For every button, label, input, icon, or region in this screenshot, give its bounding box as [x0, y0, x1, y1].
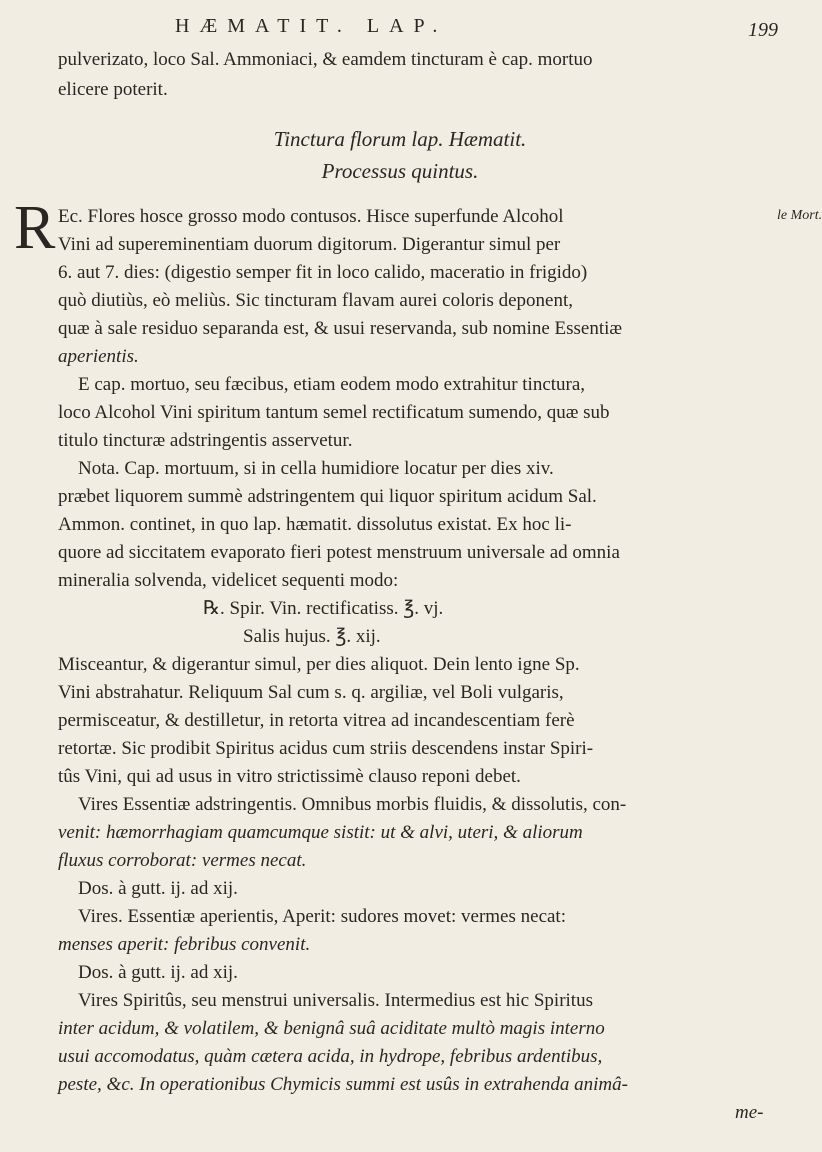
text-line: peste, &c. In operationibus Chymicis summi est usûs in extrahenda animâ-: [58, 1074, 628, 1095]
text-line: usui accomodatus, quàm cætera acida, in hydrope, febribus ardentibus,: [58, 1046, 603, 1067]
drop-cap: R: [14, 194, 56, 262]
text-line: elicere poterit.: [58, 79, 168, 100]
text-line: præbet liquorem summè adstringentem qui liquor spiritum acidum Sal.: [58, 486, 597, 507]
text-line: loco Alcohol Vini spiritum tantum semel rectificatum sumendo, quæ sub: [58, 402, 610, 423]
text-line: Vini ad supereminentiam duorum digitorum. Digerantur simul per: [58, 234, 561, 255]
catchword: me-: [735, 1102, 764, 1123]
text-line: quore ad siccitatem evaporato fieri potest menstruum universale ad omnia: [58, 542, 620, 563]
text-line: Vires Spiritûs, seu menstrui universalis. Intermedius est hic Spiritus: [78, 990, 593, 1011]
text-line: quæ à sale residuo separanda est, & usui reservanda, sub nomine Essentiæ: [58, 318, 623, 339]
text-line: fluxus corroborat: vermes necat.: [58, 850, 307, 871]
margin-note: le Mort.: [777, 208, 822, 223]
text-line: Vires. Essentiæ aperientis, Aperit: sudores movet: vermes necat:: [78, 906, 566, 927]
text-line: inter acidum, & volatilem, & benignâ suâ aciditate multò magis interno: [58, 1018, 605, 1039]
text-line: Ec. Flores hosce grosso modo contusos. Hisce superfunde Alcohol: [58, 206, 564, 227]
text-line: Misceantur, & digerantur simul, per dies aliquot. Dein lento igne Sp.: [58, 654, 580, 675]
text-line: E cap. mortuo, seu fæcibus, etiam eodem modo extrahitur tinctura,: [78, 374, 586, 395]
text-line: tûs Vini, qui ad usus in vitro strictissimè clauso reponi debet.: [58, 766, 521, 787]
text-line: Vini abstrahatur. Reliquum Sal cum s. q. argiliæ, vel Boli vulgaris,: [58, 682, 564, 703]
text-line: aperientis.: [58, 346, 139, 367]
section-title: Tinctura florum lap. Hæmatit.: [273, 127, 527, 151]
text-line: quò diutiùs, eò meliùs. Sic tincturam flavam aurei coloris deponent,: [58, 290, 573, 311]
text-line: titulo tincturæ adstringentis asservetur.: [58, 430, 353, 451]
text-line: Vires Essentiæ adstringentis. Omnibus morbis fluidis, & dissolutis, con-: [78, 794, 627, 815]
text-line: menses aperit: febribus convenit.: [58, 934, 311, 955]
text-line: mineralia solvenda, videlicet sequenti modo:: [58, 570, 399, 591]
text-line: retortæ. Sic prodibit Spiritus acidus cum striis descendens instar Spiri-: [58, 738, 594, 759]
text-line: Ammon. continet, in quo lap. hæmatit. dissolutus existat. Ex hoc li-: [58, 514, 572, 535]
text-line: permisceatur, & destilletur, in retorta vitrea ad incandescentiam ferè: [58, 710, 575, 731]
dose-line: Dos. à gutt. ij. ad xij.: [78, 878, 238, 899]
text-line: Nota. Cap. mortuum, si in cella humidiore locatur per dies xiv.: [78, 458, 554, 479]
recipe-line: ℞. Spir. Vin. rectificatiss. ℥. vj.: [203, 598, 444, 619]
page-number: 199: [748, 19, 778, 41]
text-line: pulverizato, loco Sal. Ammoniaci, & eamdem tincturam è cap. mortuo: [58, 49, 593, 70]
running-head: HÆMATIT. LAP.: [175, 15, 448, 37]
text-line: venit: hæmorrhagiam quamcumque sistit: ut & alvi, uteri, & aliorum: [58, 822, 583, 843]
text-line: 6. aut 7. dies: (digestio semper fit in loco calido, maceratio in frigido): [58, 262, 588, 283]
recipe-line: Salis hujus. ℥. xij.: [243, 626, 381, 647]
section-subtitle: Processus quintus.: [321, 159, 479, 183]
dose-line: Dos. à gutt. ij. ad xij.: [78, 962, 238, 983]
